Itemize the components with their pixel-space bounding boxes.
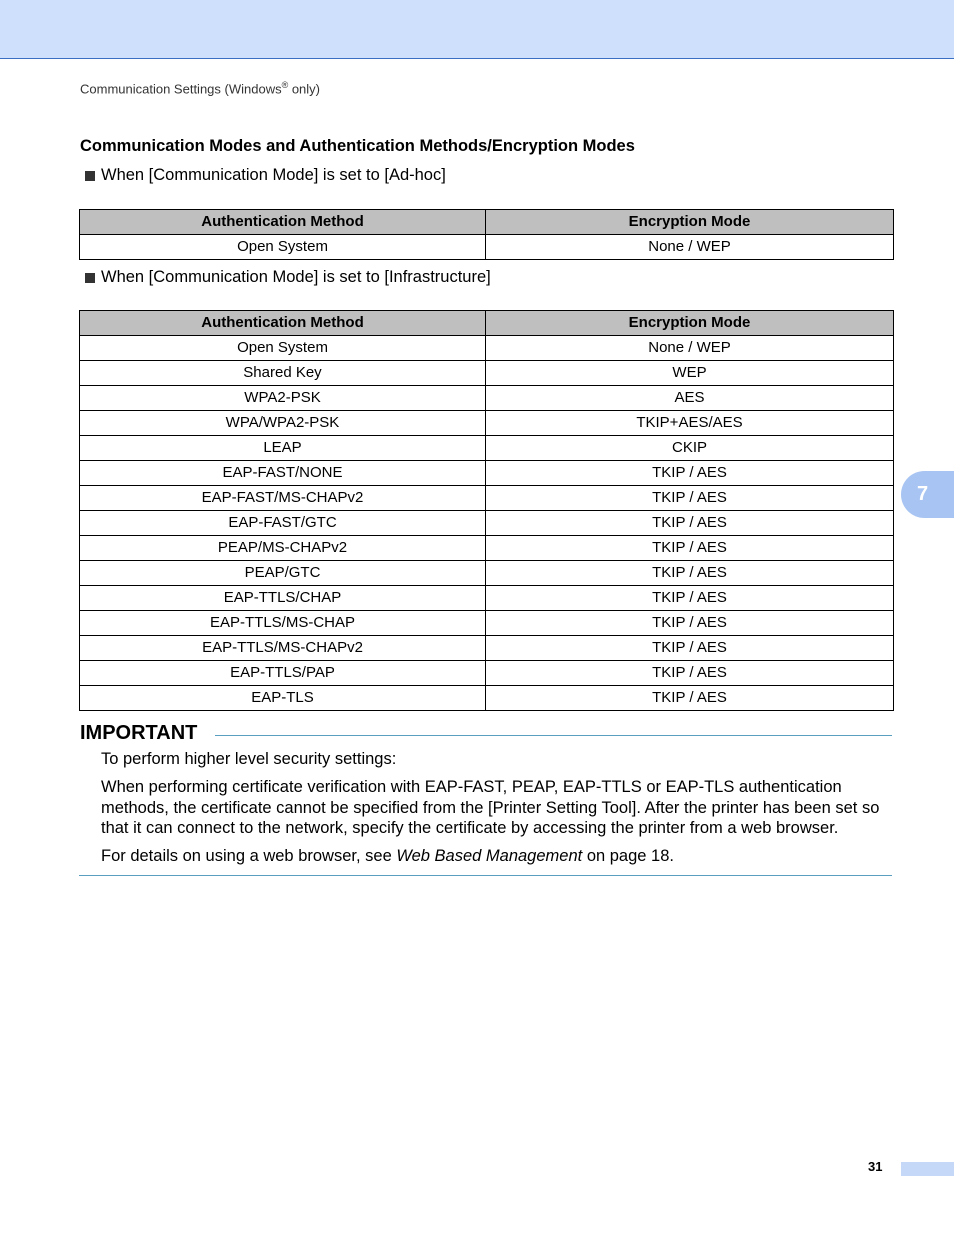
- authentication-method-cell: EAP-TTLS/PAP: [80, 661, 486, 686]
- section-title: Communication Modes and Authentication Methods/Encryption Modes: [80, 137, 635, 155]
- page-number-bar: [901, 1162, 954, 1176]
- important-heading: IMPORTANT: [80, 722, 198, 744]
- authentication-method-cell: Shared Key: [80, 361, 486, 386]
- encryption-mode-cell: TKIP / AES: [486, 686, 894, 711]
- paragraph-3-prefix: For details on using a web browser, see: [101, 847, 397, 865]
- encryption-mode-cell: TKIP / AES: [486, 461, 894, 486]
- adhoc-bullet-text: When [Communication Mode] is set to [Ad-hoc]: [101, 166, 446, 184]
- authentication-method-cell: Open System: [80, 235, 486, 260]
- authentication-method-cell: EAP-TTLS/CHAP: [80, 586, 486, 611]
- table-row: [80, 436, 894, 461]
- table-row: [80, 511, 894, 536]
- authentication-method-cell: EAP-FAST/NONE: [80, 461, 486, 486]
- table-row: [80, 661, 894, 686]
- table-row: [80, 486, 894, 511]
- table-row: [80, 386, 894, 411]
- table-row: [80, 461, 894, 486]
- infrastructure-bullet-text: When [Communication Mode] is set to [Infrastructure]: [101, 268, 491, 286]
- authentication-method-cell: WPA2-PSK: [80, 386, 486, 411]
- running-header-prefix: Communication Settings (Windows: [80, 81, 282, 97]
- important-paragraph-1: To perform higher level security settings:: [101, 750, 397, 768]
- running-header: [80, 80, 320, 96]
- column-header: Encryption Mode: [486, 311, 894, 336]
- chapter-number: 7: [916, 483, 929, 505]
- table-header-row: [80, 210, 894, 235]
- top-header-band: [0, 0, 954, 59]
- important-bottom-divider: [79, 875, 892, 876]
- encryption-mode-cell: None / WEP: [486, 336, 894, 361]
- important-paragraph-2: When performing certificate verification with EAP-FAST, PEAP, EAP-TTLS or EAP-TLS authentication methods, the certificate cannot be specified from the [Printer Setting Tool]. After the printer has been set so that it can connect to the network, specify the certificate by accessing the printer from a web browser.: [101, 778, 880, 837]
- authentication-method-cell: EAP-TTLS/MS-CHAPv2: [80, 636, 486, 661]
- page-number: 31: [868, 1159, 883, 1174]
- adhoc-table: [79, 209, 894, 260]
- authentication-method-cell: Open System: [80, 336, 486, 361]
- table-row: [80, 336, 894, 361]
- encryption-mode-cell: TKIP / AES: [486, 486, 894, 511]
- encryption-mode-cell: TKIP / AES: [486, 636, 894, 661]
- authentication-method-cell: WPA/WPA2-PSK: [80, 411, 486, 436]
- infrastructure-table: [79, 310, 894, 711]
- paragraph-3-suffix: on page 18.: [582, 847, 674, 865]
- adhoc-bullet: [85, 166, 446, 185]
- table-row: [80, 611, 894, 636]
- table-row: [80, 536, 894, 561]
- running-header-suffix: only): [288, 81, 321, 97]
- infrastructure-bullet: [85, 268, 491, 287]
- web-based-management-reference[interactable]: Web Based Management: [396, 847, 583, 865]
- table-row: [80, 561, 894, 586]
- column-header: Encryption Mode: [486, 210, 894, 235]
- authentication-method-cell: PEAP/GTC: [80, 561, 486, 586]
- encryption-mode-cell: CKIP: [486, 436, 894, 461]
- table-row: [80, 636, 894, 661]
- encryption-mode-cell: AES: [486, 386, 894, 411]
- authentication-method-cell: EAP-FAST/MS-CHAPv2: [80, 486, 486, 511]
- column-header: Authentication Method: [80, 311, 486, 336]
- important-paragraph-3: [101, 846, 896, 867]
- authentication-method-cell: LEAP: [80, 436, 486, 461]
- square-bullet-icon: [85, 171, 95, 181]
- encryption-mode-cell: WEP: [486, 361, 894, 386]
- chapter-tab: [901, 471, 954, 518]
- encryption-mode-cell: TKIP / AES: [486, 611, 894, 636]
- encryption-mode-cell: TKIP / AES: [486, 661, 894, 686]
- important-divider: [215, 735, 892, 736]
- table-row: [80, 235, 894, 260]
- encryption-mode-cell: TKIP / AES: [486, 536, 894, 561]
- table-header-row: [80, 311, 894, 336]
- encryption-mode-cell: TKIP / AES: [486, 586, 894, 611]
- encryption-mode-cell: TKIP+AES/AES: [486, 411, 894, 436]
- authentication-method-cell: PEAP/MS-CHAPv2: [80, 536, 486, 561]
- encryption-mode-cell: TKIP / AES: [486, 511, 894, 536]
- authentication-method-cell: EAP-TLS: [80, 686, 486, 711]
- column-header: Authentication Method: [80, 210, 486, 235]
- encryption-mode-cell: TKIP / AES: [486, 561, 894, 586]
- square-bullet-icon: [85, 273, 95, 283]
- authentication-method-cell: EAP-TTLS/MS-CHAP: [80, 611, 486, 636]
- table-row: [80, 361, 894, 386]
- encryption-mode-cell: None / WEP: [486, 235, 894, 260]
- table-row: [80, 411, 894, 436]
- registered-mark: ®: [281, 80, 289, 90]
- table-row: [80, 586, 894, 611]
- table-row: [80, 686, 894, 711]
- authentication-method-cell: EAP-FAST/GTC: [80, 511, 486, 536]
